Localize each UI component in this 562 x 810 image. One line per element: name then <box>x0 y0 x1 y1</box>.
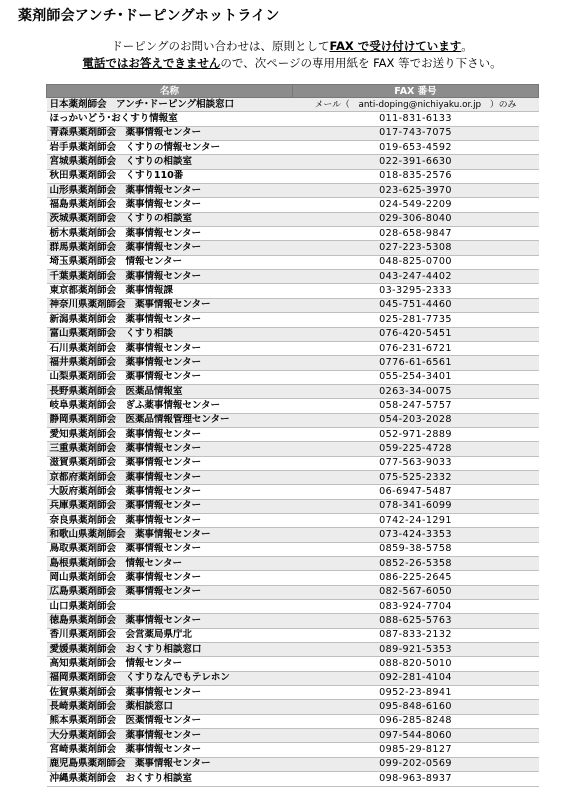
organization-name-cell: 長崎県薬剤師会 薬相談窓口 <box>47 700 293 714</box>
organization-name-cell: 岩手県薬剤師会 くすりの情報センター <box>47 141 293 155</box>
fax-number-cell: 088-625-5763 <box>293 614 539 628</box>
fax-number-cell: 0776-61-6561 <box>293 356 539 370</box>
organization-name-cell: 茨城県薬剤師会 くすりの相談室 <box>47 212 293 226</box>
fax-number-cell: メール（ anti-doping@nichiyaku.or.jp ）のみ <box>293 98 539 112</box>
organization-name-cell: 栃木県薬剤師会 薬事情報センター <box>47 227 293 241</box>
fax-number-cell: 083-924-7704 <box>293 600 539 614</box>
organization-name-cell: 埼玉県薬剤師会 情報センター <box>47 255 293 269</box>
organization-name-cell: 香川県薬剤師会 会営薬局県庁北 <box>47 628 293 642</box>
fax-number-cell: 055-254-3401 <box>293 370 539 384</box>
fax-number-cell: 043-247-4402 <box>293 270 539 284</box>
table-row <box>47 614 539 628</box>
organization-name-cell: 沖縄県薬剤師会 おくすり相談室 <box>47 772 293 786</box>
table-row <box>47 413 539 427</box>
table-row <box>47 212 539 226</box>
organization-name-cell: 青森県薬剤師会 薬事情報センター <box>47 126 293 140</box>
organization-name-cell: 鹿児島県薬剤師会 薬事情報センター <box>47 757 293 771</box>
notice-text: ので、次ページの専用用紙を FAX 等でお送り下さい。 <box>220 56 502 70</box>
notice-emphasis-fax: FAX で受け付けています <box>329 39 462 53</box>
table-row <box>47 643 539 657</box>
notice-text: 。 <box>461 39 473 53</box>
fax-number-cell: 017-743-7075 <box>293 126 539 140</box>
fax-number-cell: 028-658-9847 <box>293 227 539 241</box>
table-row <box>47 126 539 140</box>
organization-name-cell: 日本薬剤師会 アンチ･ドーピング相談窓口 <box>47 98 293 112</box>
organization-name-cell: 新潟県薬剤師会 薬事情報センター <box>47 313 293 327</box>
organization-name-cell: 石川県薬剤師会 薬事情報センター <box>47 341 293 355</box>
fax-number-cell: 048-825-0700 <box>293 255 539 269</box>
column-header-fax: FAX 番号 <box>293 85 539 98</box>
page-title: 薬剤師会アンチ･ドーピングホットライン <box>18 8 280 24</box>
organization-name-cell: 宮城県薬剤師会 くすりの相談室 <box>47 155 293 169</box>
organization-name-cell: 佐賀県薬剤師会 薬事情報センター <box>47 686 293 700</box>
table-row <box>47 284 539 298</box>
fax-number-cell: 058-247-5757 <box>293 399 539 413</box>
fax-number-cell: 054-203-2028 <box>293 413 539 427</box>
table-row <box>47 772 539 786</box>
fax-number-cell: 076-420-5451 <box>293 327 539 341</box>
table-row <box>47 141 539 155</box>
organization-name-cell: 宮崎県薬剤師会 薬事情報センター <box>47 743 293 757</box>
organization-name-cell: 神奈川県薬剤師会 薬事情報センター <box>47 298 293 312</box>
table-row <box>47 227 539 241</box>
table-row <box>47 384 539 398</box>
table-row <box>47 542 539 556</box>
organization-name-cell: 鳥取県薬剤師会 薬事情報センター <box>47 542 293 556</box>
table-row <box>47 686 539 700</box>
fax-number-cell: 082-567-6050 <box>293 585 539 599</box>
fax-number-cell: 027-223-5308 <box>293 241 539 255</box>
organization-name-cell: 福島県薬剤師会 薬事情報センター <box>47 198 293 212</box>
fax-number-cell: 078-341-6099 <box>293 499 539 513</box>
table-row <box>47 729 539 743</box>
fax-number-cell: 06-6947-5487 <box>293 485 539 499</box>
fax-number-cell: 098-963-8937 <box>293 772 539 786</box>
fax-number-cell: 024-549-2209 <box>293 198 539 212</box>
fax-number-cell: 0859-38-5758 <box>293 542 539 556</box>
fax-number-cell: 096-285-8248 <box>293 714 539 728</box>
column-header-name: 名称 <box>47 85 293 98</box>
table-row <box>47 442 539 456</box>
table-body <box>47 98 539 787</box>
fax-number-cell: 059-225-4728 <box>293 442 539 456</box>
fax-number-cell: 087-833-2132 <box>293 628 539 642</box>
fax-number-cell: 0742-24-1291 <box>293 513 539 527</box>
table-row <box>47 585 539 599</box>
table-row <box>47 528 539 542</box>
organization-name-cell: 徳島県薬剤師会 薬事情報センター <box>47 614 293 628</box>
table-row <box>47 456 539 470</box>
notice-text: ドーピングのお問い合わせは、原則として <box>111 39 330 53</box>
table-row <box>47 98 539 112</box>
table-row <box>47 700 539 714</box>
fax-number-cell: 018-835-2576 <box>293 169 539 183</box>
organization-name-cell: 熊本県薬剤師会 医薬情報センター <box>47 714 293 728</box>
organization-name-cell: 高知県薬剤師会 情報センター <box>47 657 293 671</box>
fax-number-cell: 089-921-5353 <box>293 643 539 657</box>
fax-number-cell: 022-391-6630 <box>293 155 539 169</box>
fax-number-cell: 011-831-6133 <box>293 112 539 126</box>
table-row <box>47 427 539 441</box>
table-header-row <box>47 85 539 98</box>
fax-number-cell: 03-3295-2333 <box>293 284 539 298</box>
table-row <box>47 255 539 269</box>
organization-name-cell: 長野県薬剤師会 医薬品情報室 <box>47 384 293 398</box>
table-row <box>47 241 539 255</box>
table-row <box>47 356 539 370</box>
organization-name-cell: 岐阜県薬剤師会 ぎふ薬事情報センター <box>47 399 293 413</box>
table-row <box>47 184 539 198</box>
table-row <box>47 557 539 571</box>
organization-name-cell: 山梨県薬剤師会 薬事情報センター <box>47 370 293 384</box>
table-row <box>47 327 539 341</box>
fax-number-cell: 086-225-2645 <box>293 571 539 585</box>
fax-number-cell: 088-820-5010 <box>293 657 539 671</box>
table-row <box>47 112 539 126</box>
organization-name-cell: 奈良県薬剤師会 薬事情報センター <box>47 513 293 527</box>
fax-number-cell: 0985-29-8127 <box>293 743 539 757</box>
table-row <box>47 743 539 757</box>
table-row <box>47 628 539 642</box>
organization-name-cell: 富山県薬剤師会 くすり相談 <box>47 327 293 341</box>
organization-name-cell: 三重県薬剤師会 薬事情報センター <box>47 442 293 456</box>
organization-name-cell: 大阪府薬剤師会 薬事情報センター <box>47 485 293 499</box>
fax-number-cell: 077-563-9033 <box>293 456 539 470</box>
table-row <box>47 270 539 284</box>
organization-name-cell: 愛媛県薬剤師会 おくすり相談窓口 <box>47 643 293 657</box>
fax-number-cell: 025-281-7735 <box>293 313 539 327</box>
fax-number-cell: 0952-23-8941 <box>293 686 539 700</box>
table-row <box>47 155 539 169</box>
organization-name-cell: 滋賀県薬剤師会 薬事情報センター <box>47 456 293 470</box>
fax-number-cell: 052-971-2889 <box>293 427 539 441</box>
organization-name-cell: 京都府薬剤師会 薬事情報センター <box>47 470 293 484</box>
organization-name-cell: 山形県薬剤師会 薬事情報センター <box>47 184 293 198</box>
table-row <box>47 600 539 614</box>
notice-line-2 <box>46 55 538 72</box>
organization-name-cell: 秋田県薬剤師会 くすり110番 <box>47 169 293 183</box>
table-row <box>47 513 539 527</box>
fax-number-cell: 019-653-4592 <box>293 141 539 155</box>
organization-name-cell: 大分県薬剤師会 薬事情報センター <box>47 729 293 743</box>
table-row <box>47 298 539 312</box>
table-row <box>47 313 539 327</box>
table-row <box>47 341 539 355</box>
fax-number-cell: 029-306-8040 <box>293 212 539 226</box>
table-row <box>47 571 539 585</box>
organization-name-cell: 千葉県薬剤師会 薬事情報センター <box>47 270 293 284</box>
organization-name-cell: 山口県薬剤師会 <box>47 600 293 614</box>
organization-name-cell: ほっかいどう･おくすり情報室 <box>47 112 293 126</box>
table-row <box>47 470 539 484</box>
table-row <box>47 169 539 183</box>
table-row <box>47 399 539 413</box>
table-row <box>47 370 539 384</box>
table-row <box>47 757 539 771</box>
organization-name-cell: 兵庫県薬剤師会 薬事情報センター <box>47 499 293 513</box>
organization-name-cell: 島根県薬剤師会 情報センター <box>47 557 293 571</box>
fax-number-cell: 099-202-0569 <box>293 757 539 771</box>
table-row <box>47 198 539 212</box>
fax-number-cell: 0263-34-0075 <box>293 384 539 398</box>
table-row <box>47 485 539 499</box>
organization-name-cell: 和歌山県薬剤師会 薬事情報センター <box>47 528 293 542</box>
fax-number-cell: 0852-26-5358 <box>293 557 539 571</box>
organization-name-cell: 静岡県薬剤師会 医薬品情報管理センター <box>47 413 293 427</box>
notice-line-1 <box>46 38 538 55</box>
fax-number-cell: 075-525-2332 <box>293 470 539 484</box>
organization-name-cell: 東京都薬剤師会 薬事情報課 <box>47 284 293 298</box>
fax-number-cell: 095-848-6160 <box>293 700 539 714</box>
fax-number-cell: 073-424-3353 <box>293 528 539 542</box>
fax-number-cell: 076-231-6721 <box>293 341 539 355</box>
hotline-table <box>46 84 539 787</box>
table-row <box>47 657 539 671</box>
organization-name-cell: 福井県薬剤師会 薬事情報センター <box>47 356 293 370</box>
organization-name-cell: 福岡県薬剤師会 くすりなんでもテレホン <box>47 671 293 685</box>
table-row <box>47 714 539 728</box>
organization-name-cell: 岡山県薬剤師会 薬事情報センター <box>47 571 293 585</box>
notice-emphasis-phone: 電話ではお答えできません <box>82 56 221 70</box>
fax-number-cell: 097-544-8060 <box>293 729 539 743</box>
fax-number-cell: 092-281-4104 <box>293 671 539 685</box>
fax-number-cell: 045-751-4460 <box>293 298 539 312</box>
table-row <box>47 499 539 513</box>
fax-number-cell: 023-625-3970 <box>293 184 539 198</box>
table-row <box>47 671 539 685</box>
organization-name-cell: 群馬県薬剤師会 薬事情報センター <box>47 241 293 255</box>
organization-name-cell: 愛知県薬剤師会 薬事情報センター <box>47 427 293 441</box>
organization-name-cell: 広島県薬剤師会 薬事情報センター <box>47 585 293 599</box>
